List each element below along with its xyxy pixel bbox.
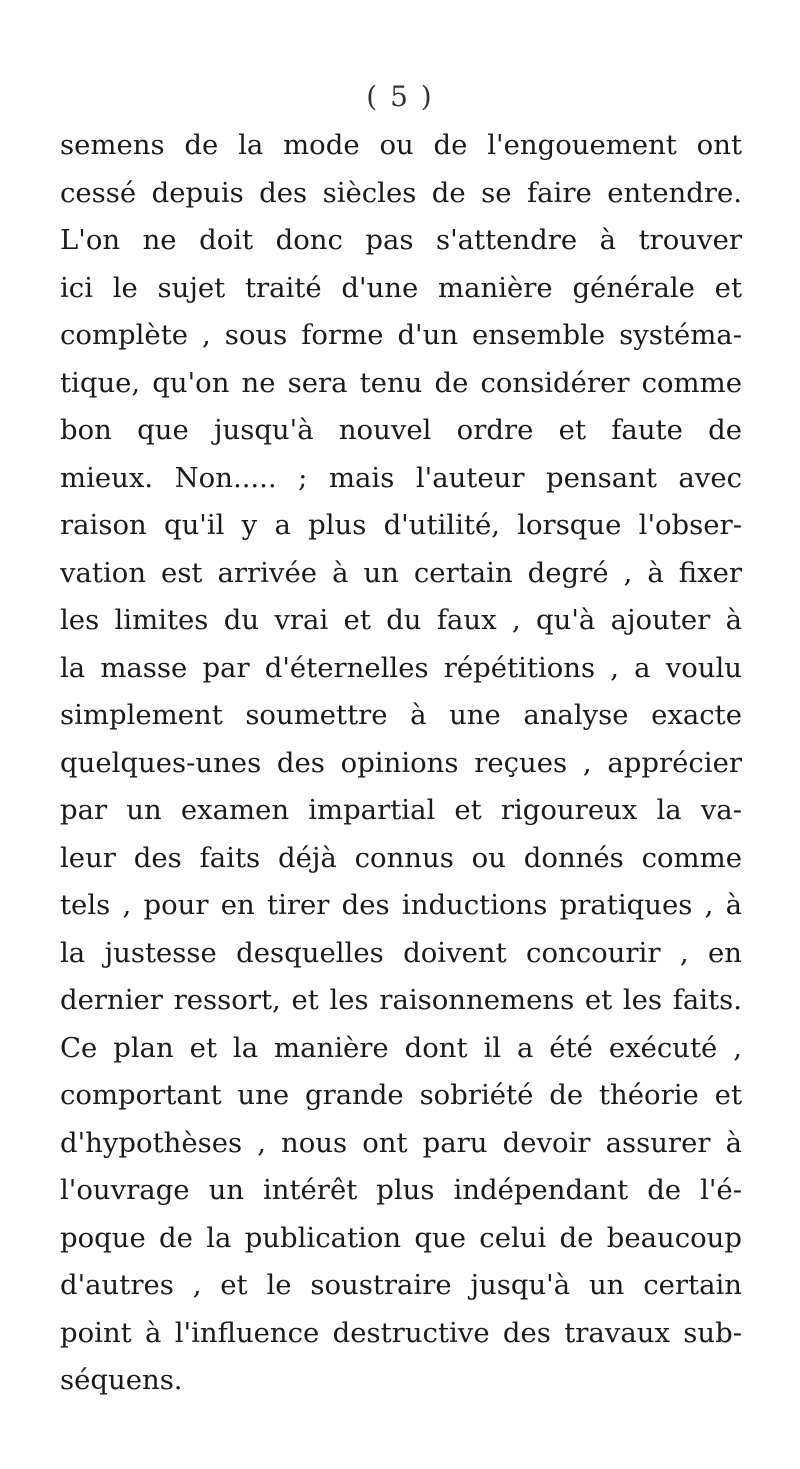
text-line: tels , pour en tirer des inductions pratiques , à: [60, 889, 742, 921]
text-line: vation est arrivée à un certain degré , à fixer: [60, 556, 742, 589]
text-line: point à l'influence destructive des travaux sub-: [60, 1316, 742, 1349]
text-line: Ce plan et la manière dont il a été exécuté ,: [60, 1031, 742, 1064]
text-line: la masse par d'éternelles répétitions , a voulu: [60, 651, 742, 684]
text-line: dernier ressort, et les raisonnemens et les faits.: [60, 984, 742, 1016]
page-number: ( 5 ): [366, 80, 434, 113]
text-line: simplement soumettre à une analyse exacte: [60, 699, 742, 731]
text-line: d'autres , et le soustraire jusqu'à un certain: [60, 1269, 742, 1301]
text-line: ici le sujet traité d'une manière générale et: [60, 271, 742, 304]
text-line: séquens.: [60, 1364, 183, 1396]
text-line: semens de la mode ou de l'engouement ont: [60, 129, 742, 161]
text-line: poque de la publication que celui de beaucoup: [60, 1221, 742, 1254]
body-text: [60, 122, 742, 1405]
text-line: bon que jusqu'à nouvel ordre et faute de: [60, 414, 742, 446]
text-line: par un examen impartial et rigoureux la va-: [60, 794, 742, 826]
text-line: quelques-unes des opinions reçues , apprécier: [60, 746, 742, 779]
text-line: tique, qu'on ne sera tenu de considérer comme: [60, 366, 742, 399]
text-line: cessé depuis des siècles de se faire entendre.: [60, 176, 742, 209]
text-line: comportant une grande sobriété de théorie et: [60, 1079, 742, 1111]
text-line: les limites du vrai et du faux , qu'à ajouter à: [60, 604, 742, 636]
text-line: d'hypothèses , nous ont paru devoir assurer à: [60, 1126, 742, 1159]
text-line: mieux. Non..... ; mais l'auteur pensant avec: [60, 461, 742, 494]
text-line: L'on ne doit donc pas s'attendre à trouver: [60, 224, 742, 256]
text-line: complète , sous forme d'un ensemble systéma-: [60, 319, 742, 351]
text-line: la justesse desquelles doivent concourir , en: [60, 936, 742, 969]
text-line: raison qu'il y a plus d'utilité, lorsque l'obser-: [60, 509, 742, 541]
text-line: leur des faits déjà connus ou donnés comme: [60, 841, 742, 874]
text-line: l'ouvrage un intérêt plus indépendant de l'é-: [60, 1174, 742, 1206]
